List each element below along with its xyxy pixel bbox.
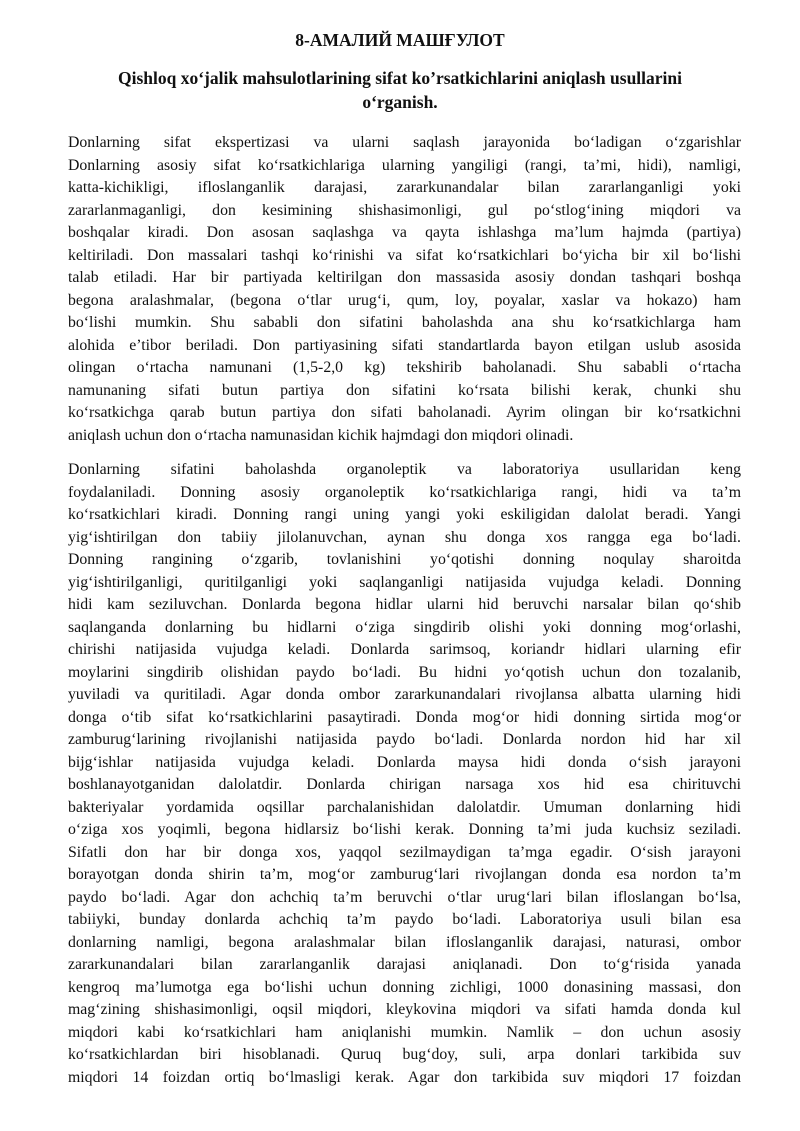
- paragraph-line: Sifatli don har bir donga xos, yaqqol sezilmaydigan ta’mga egadir. O‘sish jarayoni: [68, 843, 741, 861]
- body-text: [68, 132, 741, 1089]
- paragraph-line: bijg‘ishlar natijasida vujudga keladi. Donlarda maysa hidi donda o‘sish jarayoni: [68, 753, 741, 771]
- paragraph-line: tabiiyki, bunday donlarda achchiq ta’m paydo bo‘ladi. Laboratoriya usuli bilan esa: [68, 911, 741, 928]
- paragraph-line: yig‘ishtirilgan don tabiiy jilolanuvchan, aynan shu donga xos rangga ega bo‘ladi.: [68, 528, 741, 546]
- paragraph-line: boshqalar kiradi. Don asosan saqlashga va qayta ishlashga ma’lum hajmda (partiya): [68, 224, 741, 241]
- subtitle-line: o‘rganish.: [362, 92, 438, 112]
- paragraph-line: katta-kichikligi, ifloslanganlik darajasi, zararkunandalar bilan zararlanganligi yoki: [68, 179, 741, 196]
- paragraph-line: aniqlash uchun don o‘rtacha namunasidan kichik hajmdagi don miqdori olinadi.: [68, 426, 574, 444]
- page-subtitle: [90, 66, 710, 114]
- paragraph-line: hidi kam seziluvchan. Donlarda begona hidlar ularni hid beruvchi narsalar bilan qo‘shib: [68, 596, 741, 613]
- paragraph-line: mag‘zining shishasimonligi, oqsil miqdori, kleykovina miqdori va sifati hamda donda kul: [68, 1001, 741, 1018]
- paragraph-line: paydo bo‘ladi. Agar don achchiq ta’m beruvchi o‘tlar urug‘lari bilan ifloslangan bo‘lsa,: [68, 888, 741, 906]
- paragraph-line: o‘ziga xos yoqimli, begona hidlarsiz bo‘lishi kerak. Donning ta’mi juda kuchsiz seziladi.: [68, 821, 741, 838]
- paragraph-line: Donlarning asosiy sifat ko‘rsatkichlariga ularning yangiligi (rangi, ta’mi, hidi), namligi,: [68, 156, 741, 174]
- paragraph-line: zararlanmaganligi, don kesimining shishasimonligi, gul po‘stlog‘ining miqdori va: [68, 201, 741, 219]
- paragraph-line: donlarning namligi, begona aralashmalar bilan ifloslanganlik darajasi, naturasi, ombor: [68, 933, 741, 951]
- paragraph-line: miqdori 14 foizdan ortiq bo‘lmasligi kerak. Agar don tarkibida suv miqdori 17 foizdan: [68, 1068, 741, 1086]
- paragraph-line: talab etiladi. Har bir partiyada keltirilgan don massasida asosiy dondan tashqari boshqa: [68, 269, 741, 286]
- paragraph-line: kengroq ma’lumotga ega bo‘lishi uchun donning zichligi, 1000 donasining massasi, don: [68, 978, 741, 996]
- paragraph-line: donga o‘tib sifat ko‘rsatkichlarini pasaytiradi. Donda mog‘or hidi donning sirtida mog‘or: [68, 708, 741, 726]
- paragraph-line: bakteriyalar yordamida oqsillar parchalanishidan dalolatdir. Umuman donlarning hidi: [68, 798, 741, 816]
- paragraph-line: Donning rangining o‘zgarib, tovlanishini yo‘qotishi donning noqulay sharoitda: [68, 551, 741, 568]
- paragraph-line: olingan o‘rtacha namunani (1,5-2,0 kg) tekshirib baholanadi. Shu sababli o‘rtacha: [68, 359, 741, 376]
- paragraph-line: bo‘lishi mumkin. Shu sababli don sifatini baholashda ana shu ko‘rsatkichlarga ham: [68, 314, 741, 331]
- paragraph-line: namunaning sifati butun partiya don sifatini ko‘rsata bilishi kerak, chunki shu: [68, 381, 741, 399]
- paragraph-line: borayotgan donda shirin ta’m, mog‘or zamburug‘lari rivojlangan donda esa nordon ta’m: [68, 866, 741, 883]
- page-heading: 8-АМАЛИЙ МАШҒУЛОТ: [295, 30, 505, 50]
- paragraph-line: Donlarning sifatini baholashda organoleptik va laboratoriya usullaridan keng: [68, 461, 741, 478]
- paragraph-line: moylarini singdirib olishidan paydo bo‘ladi. Bu hidni yo‘qotish uchun don tozalanib,: [68, 663, 741, 681]
- paragraph-line: alohida e’tibor beriladi. Don partiyasining sifati standartlarda bayon etilgan uslub asosida: [68, 336, 741, 354]
- paragraph-line: saqlanganda donlarning bu hidlarni o‘ziga singdirib olishi yoki donning mog‘orlashi,: [68, 618, 741, 636]
- paragraph-line: ko‘rsatkichlardan biri hisoblanadi. Quruq bug‘doy, suli, arpa donlari tarkibida suv: [68, 1046, 741, 1063]
- paragraph-line: Donlarning sifat ekspertizasi va ularni saqlash jarayonida bo‘ladigan o‘zgarishlar: [68, 134, 741, 151]
- paragraph-line: keltiriladi. Don massalari tashqi ko‘rinishi va sifat ko‘rsatkichlari bo‘yicha bir xil bo‘lishi: [68, 246, 741, 264]
- paragraph-line: yuviladi va quritiladi. Agar donda ombor zararkunandalari rivojlansa albatta ularning hidi: [68, 686, 741, 703]
- paragraph: [68, 132, 741, 447]
- paragraph: [68, 459, 741, 1089]
- paragraph-line: begona aralashmalar, (begona o‘tlar urug‘i, qum, loy, poyalar, xaslar va hokazo) ham: [68, 291, 741, 309]
- paragraph-gap: [68, 447, 741, 459]
- paragraph-line: zamburug‘larining rivojlanishi natijasida paydo bo‘ladi. Donlarda nordon hid har xil: [68, 731, 741, 748]
- paragraph-line: chirishi natijasida vujudga keladi. Donlarda sarimsoq, koriandr hidlari ularning efir: [68, 641, 741, 658]
- paragraph-line: ko‘rsatkichga qarab butun partiya don sifati baholanadi. Ayrim olingan bir ko‘rsatkichni: [68, 404, 741, 421]
- paragraph-line: foydalaniladi. Donning asosiy organoleptik ko‘rsatkichlariga rangi, hidi va ta’m: [68, 483, 741, 501]
- paragraph-line: boshlanayotganidan dalolatdir. Donlarda chirigan narsaga xos hid esa chirituvchi: [68, 776, 741, 793]
- paragraph-line: ko‘rsatkichlari kiradi. Donning rangi uning yangi yoki eskiligidan dalolat beradi. Yangi: [68, 506, 741, 523]
- paragraph-line: yig‘ishtirilganligi, quritilganligi yoki saqlanganligi natijasida vujudga keladi. Donning: [68, 573, 741, 591]
- paragraph-line: zararkunandalari bilan zararlanganlik darajasi aniqlanadi. Don to‘g‘risida yanada: [68, 956, 741, 973]
- paragraph-line: miqdori kabi ko‘rsatkichlari ham aniqlanishi mumkin. Namlik – don uchun asosiy: [68, 1023, 741, 1041]
- subtitle-line: Qishloq xo‘jalik mahsulotlarining sifat ko’rsatkichlarini aniqlash usullarini: [117, 68, 683, 88]
